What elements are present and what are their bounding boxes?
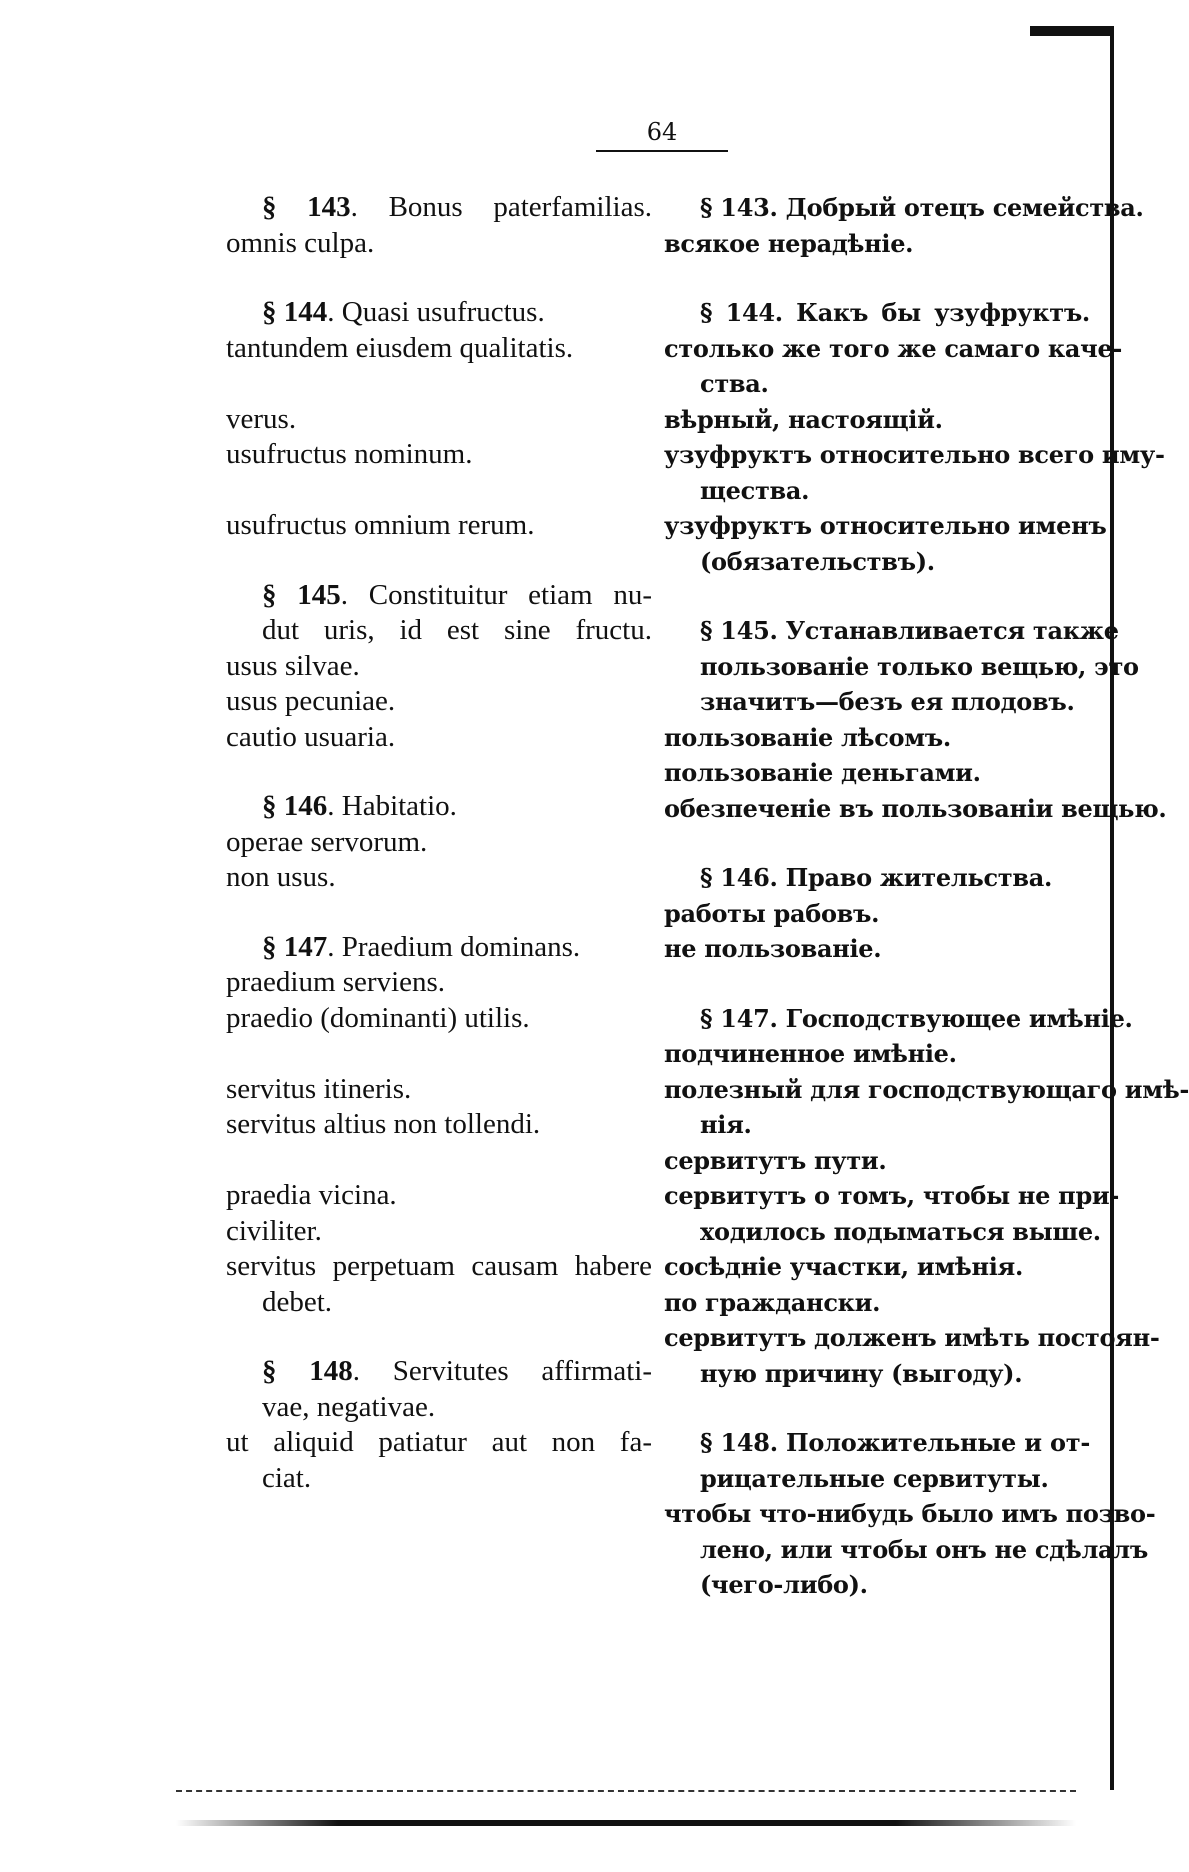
- line-text: usus silvae.: [226, 649, 360, 682]
- line-text: praedium serviens.: [226, 966, 446, 998]
- line-text: щества.: [700, 475, 810, 505]
- line-text: debet.: [262, 1285, 333, 1318]
- latin-line: [226, 1249, 652, 1285]
- section-144-russian: [664, 295, 1165, 579]
- section-mark: § 144: [700, 298, 775, 327]
- russian-line: [664, 1143, 1090, 1179]
- line-text: обезпеченіе въ пользованіи вещью.: [664, 793, 1167, 823]
- russian-line: [664, 1178, 1120, 1214]
- scan-artifact-top: [1030, 26, 1114, 36]
- line-text: servitus itineris.: [226, 1072, 412, 1105]
- section-147-latin: [226, 930, 652, 1321]
- line-text: non usus.: [226, 861, 336, 893]
- line-text: ciat.: [262, 1461, 312, 1494]
- latin-line: [226, 508, 652, 544]
- latin-line: [226, 1072, 652, 1108]
- line-text: cautio usuaria.: [226, 720, 396, 753]
- section-mark: § 146: [700, 863, 770, 892]
- latin-line: [226, 473, 652, 509]
- line-text: значитъ—безъ ея плодовъ.: [700, 687, 1075, 716]
- line-text: ut aliquid patiatur aut non fa-: [226, 1426, 652, 1458]
- latin-line: [226, 1390, 652, 1426]
- page-number-rule: [596, 150, 728, 152]
- russian-line: [664, 1320, 1160, 1356]
- russian-line: [664, 1356, 1090, 1392]
- section-mark: § 144: [262, 296, 328, 328]
- russian-line: [664, 896, 1090, 932]
- line-text: рицательные сервитуты.: [700, 1463, 1049, 1493]
- latin-line: [226, 684, 652, 720]
- russian-line: [664, 473, 1090, 509]
- line-text: пользованіе деньгами.: [664, 758, 981, 787]
- line-text: сосѣдніе участки, имѣнія.: [664, 1252, 1024, 1281]
- latin-line: [226, 331, 652, 367]
- line-text: praedio (dominanti) utilis.: [226, 1001, 530, 1034]
- line-text: чтобы что-нибудь было имъ позво-: [664, 1499, 1156, 1528]
- latin-line: [226, 437, 652, 473]
- russian-line: [664, 720, 1090, 756]
- section-mark: § 145: [262, 578, 341, 611]
- line-text: вѣрный, настоящій.: [664, 404, 943, 434]
- line-text: ства.: [700, 369, 769, 398]
- section-mark: § 143: [700, 193, 770, 222]
- russian-line: [664, 1425, 1090, 1461]
- latin-line: [226, 930, 652, 966]
- line-text: нія.: [700, 1110, 752, 1139]
- line-text: . Положительные и от-: [769, 1428, 1090, 1457]
- latin-line: [226, 578, 652, 614]
- russian-line: [664, 1107, 1090, 1143]
- russian-line: [664, 791, 1167, 827]
- russian-line: [664, 190, 1144, 226]
- line-text: лено, или чтобы онъ не сдѣлалъ: [700, 1534, 1149, 1564]
- line-text: . Constituitur etiam nu-: [340, 578, 652, 611]
- russian-line: [664, 508, 1107, 544]
- line-text: operae servorum.: [226, 825, 428, 858]
- line-text: praedia vicina.: [226, 1179, 397, 1211]
- section-mark: § 147: [262, 930, 328, 963]
- section-mark: § 148: [262, 1355, 353, 1387]
- latin-line: [226, 789, 652, 825]
- line-text: ную причину (выгоду).: [700, 1358, 1023, 1388]
- line-text: dut uris, id est sine fructu.: [262, 614, 652, 646]
- section-146-latin: [226, 789, 652, 896]
- latin-line: [226, 366, 652, 402]
- line-text: (чего-либо).: [700, 1570, 868, 1599]
- line-text: узуфруктъ относительно всего иму-: [664, 440, 1165, 469]
- line-text: . Какъ бы узуфруктъ.: [774, 298, 1090, 327]
- scan-artifact-bottom-dashes: [176, 1790, 1076, 1794]
- section-mark: § 145: [700, 616, 770, 645]
- russian-column: [664, 190, 1189, 1637]
- russian-line: [664, 1461, 1090, 1497]
- line-text: всякое нерадѣніе.: [664, 228, 914, 258]
- line-text: пользованіе только вещью, это: [700, 651, 1139, 681]
- line-text: . Habitatio.: [327, 790, 457, 822]
- line-text: tantundem eiusdem qualitatis.: [226, 331, 574, 364]
- russian-line: [664, 402, 1090, 438]
- latin-line: [226, 1425, 652, 1461]
- russian-line: [664, 1072, 1189, 1108]
- section-145-russian: [664, 613, 1167, 826]
- russian-line: [664, 331, 1123, 367]
- line-text: servitus perpetuam causam habere: [226, 1250, 652, 1282]
- latin-line: [226, 1461, 652, 1497]
- section-143-latin: [226, 190, 652, 261]
- latin-line: [226, 1285, 652, 1321]
- line-text: . Servitutes affirmati-: [352, 1355, 653, 1387]
- russian-line: [664, 544, 1090, 580]
- line-text: сервитутъ долженъ имѣть постоян-: [664, 1323, 1160, 1352]
- latin-column: [226, 190, 652, 1530]
- russian-line: [664, 755, 1090, 791]
- line-text: (обязательствъ).: [700, 546, 935, 576]
- line-text: verus.: [226, 402, 297, 435]
- latin-line: [226, 613, 652, 649]
- scan-artifact-bottom-bar: [176, 1820, 1076, 1826]
- section-147-russian: [664, 1001, 1189, 1392]
- section-145-latin: [226, 578, 652, 756]
- line-text: vae, negativae.: [262, 1390, 436, 1423]
- latin-line: [226, 1001, 652, 1037]
- russian-line: [664, 649, 1139, 685]
- line-text: подчиненное имѣніе.: [664, 1039, 957, 1068]
- latin-line: [226, 860, 652, 896]
- section-mark: § 147: [700, 1003, 770, 1033]
- line-text: . Bonus paterfamilias.: [350, 191, 652, 223]
- russian-line: [664, 860, 1090, 896]
- russian-line: [664, 1214, 1101, 1250]
- section-mark: § 148: [700, 1428, 770, 1457]
- line-text: usus pecuniae.: [226, 685, 396, 717]
- line-text: ходилось подыматься выше.: [700, 1216, 1101, 1246]
- line-text: не пользованіе.: [664, 934, 882, 963]
- latin-line: [226, 1036, 652, 1072]
- latin-line: [226, 1143, 652, 1179]
- latin-line: [226, 649, 652, 685]
- section-mark: § 146: [262, 790, 328, 822]
- russian-line: [664, 295, 1090, 331]
- russian-line: [664, 1285, 1090, 1321]
- line-text: . Praedium dominans.: [327, 930, 581, 963]
- russian-line: [664, 1532, 1149, 1568]
- line-text: узуфруктъ относительно именъ: [664, 511, 1107, 540]
- line-text: по граждански.: [664, 1287, 881, 1317]
- russian-line: [664, 684, 1090, 720]
- section-148-russian: [664, 1425, 1156, 1603]
- line-text: omnis culpa.: [226, 226, 375, 259]
- russian-line: [664, 1036, 1090, 1072]
- line-text: полезный для господствующаго имѣ-: [664, 1074, 1189, 1104]
- line-text: . Господствующее имѣніе.: [769, 1003, 1133, 1033]
- section-143-russian: [664, 190, 1144, 261]
- line-text: пользованіе лѣсомъ.: [664, 722, 951, 752]
- page-number: 64: [646, 118, 678, 146]
- line-text: . Quasi usufructus.: [327, 296, 545, 328]
- latin-line: [226, 402, 652, 438]
- russian-line: [664, 226, 1090, 262]
- russian-line: [664, 366, 1090, 402]
- latin-line: [226, 295, 652, 331]
- line-text: servitus altius non tollendi.: [226, 1108, 541, 1140]
- latin-line: [226, 190, 652, 226]
- line-text: . Устанавливается также: [769, 616, 1119, 645]
- section-144-latin: [226, 295, 652, 544]
- line-text: столько же того же самаго каче-: [664, 333, 1123, 363]
- line-text: сервитутъ пути.: [664, 1145, 887, 1175]
- line-text: . Право жительства.: [769, 863, 1053, 892]
- latin-line: [226, 226, 652, 262]
- latin-line: [226, 825, 652, 861]
- russian-line: [664, 1567, 1090, 1603]
- latin-line: [226, 1178, 652, 1214]
- russian-line: [664, 1249, 1090, 1285]
- latin-line: [226, 1354, 652, 1390]
- line-text: сервитутъ о томъ, чтобы не при-: [664, 1181, 1120, 1210]
- section-146-russian: [664, 860, 1090, 967]
- russian-line: [664, 437, 1165, 473]
- line-text: usufructus nominum.: [226, 438, 473, 470]
- latin-line: [226, 965, 652, 1001]
- line-text: работы рабовъ.: [664, 898, 880, 928]
- latin-line: [226, 1214, 652, 1250]
- russian-line: [664, 613, 1119, 649]
- russian-line: [664, 931, 1090, 967]
- russian-line: [664, 1496, 1156, 1532]
- line-text: usufructus omnium rerum.: [226, 509, 535, 541]
- section-mark: § 143: [262, 191, 351, 223]
- latin-line: [226, 720, 652, 756]
- russian-line: [664, 1001, 1133, 1037]
- line-text: civiliter.: [226, 1214, 322, 1247]
- section-148-latin: [226, 1354, 652, 1496]
- latin-line: [226, 1107, 652, 1143]
- line-text: . Добрый отецъ семейства.: [769, 193, 1144, 222]
